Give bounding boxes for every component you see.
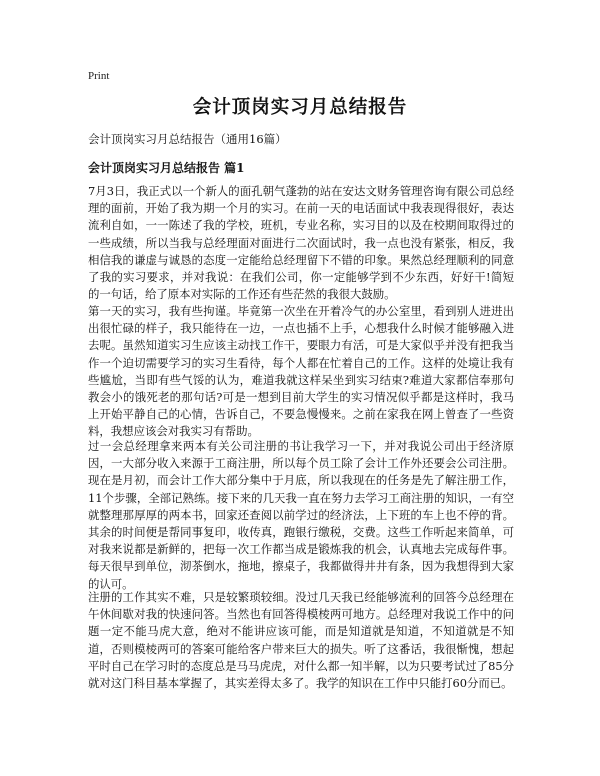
- paragraph-1: 7月3日，我正式以一个新人的面孔朝气蓬勃的站在安达文财务管理咨询有限公司总经理的面前，开始了我为期一个月的实习。在前一天的电话面试中我表现得很好，表达流利自如，一一陈述了我的学校，班机，专业名称，实习目的以及在校期间取得过的一些成绩，所以当我与总经理面对面进行二次面试时，我一点也没有紧张，相反，我相信我的谦虚与诚恳的态度一定能给总经理留下不错的印象。果然总经理顺利的同意了我的实习要求，并对我说：在我们公司，你一定能够学到不少东西，好好干!简短的一句话，给了原本对实际的工作还有些茫然的我很大鼓励。: [88, 184, 514, 302]
- document-title: 会计顶岗实习月总结报告: [192, 97, 408, 118]
- paragraph-4: 注册的工作其实不难，只是较繁琐较细。没过几天我已经能够流利的回答今总经理在午休间歇对我的快速问答。当然也有回答得模棱两可地方。总经理对我说工作中的问题一定不能马虎大意，绝对不能讲应该可能，而是知道就是知道，不知道就是不知道，否则模棱两可的答案可能给客户带来巨大的损失。听了这番话，我很惭愧，想起平时自己在学习时的态度总是马马虎虎，对什么都一知半解，以为只要考试过了85分就对这门科目基本掌握了，其实差得太多了。我学的知识在工作中只能打60分而已。: [88, 590, 514, 691]
- document-subtitle: 会计顶岗实习月总结报告（通用16篇）: [88, 132, 287, 146]
- print-label: Print: [88, 70, 110, 82]
- paragraph-2: 第一天的实习，我有些拘谨。毕竟第一次坐在开着冷气的办公室里，看到别人进进出出很忙碌的样子，我只能待在一边，一点也插不上手，心想我什么时候才能够融入进去呢。虽然知道实习生应该主动找工作干，要眼力有活，可是大家似乎并没有把我当作一个迫切需要学习的实习生看待，每个人都在忙着自己的工作。这样的处境让我有些尴尬，当即有些气馁的认为，难道我就这样呆坐到实习结束?难道大家都信奉那句教会小的饿死老的那句话?可是一想到目前大学生的实习情况似乎都是这样时，我马上开始平静自己的心情，告诉自己，不要急慢慢来。之前在家我在网上曾查了一些资料，我想应该会对我实习有帮助。: [88, 304, 514, 439]
- paragraph-3: 过一会总经理拿来两本有关公司注册的书让我学习一下，并对我说公司出于经济原因，一大部分收入来源于工商注册，所以每个员工除了会计工作外还要会公司注册。现在是月初，而会计工作大部分集中于月底，所以我现在的任务是先了解注册工作，11个步骤，全部记熟练。接下来的几天我一直在努力去学习工商注册的知识，一有空就整理那厚厚的两本书，回家还查阅以前学过的经济法，上下班的车上也不停的背。其余的时间便是帮同事复印，收传真，跑银行缴税，交费。这些工作听起来简单，可对我来说都是新鲜的，把每一次工作都当成是锻炼我的机会，认真地去完成每件事。每天很早到单位，沏茶倒水，拖地，擦桌子，我都做得井井有条，因为我想得到大家的认可。: [88, 439, 514, 591]
- section-heading: 会计顶岗实习月总结报告 篇1: [88, 161, 245, 175]
